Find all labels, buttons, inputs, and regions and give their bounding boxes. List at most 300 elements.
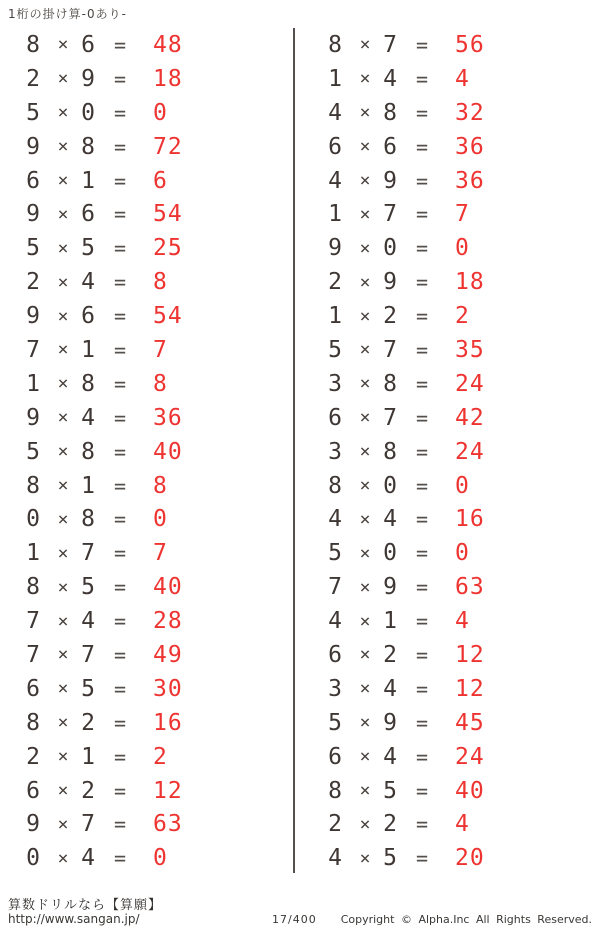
multiply-sign: ×: [57, 170, 69, 191]
multiply-sign: ×: [57, 610, 69, 632]
answer-value: 54: [153, 201, 183, 228]
answer-value: 8: [153, 472, 168, 499]
answer-value: 0: [153, 845, 168, 872]
equals-sign: =: [113, 541, 127, 566]
operand-a: 5: [26, 99, 40, 126]
operand-a: 2: [328, 269, 342, 296]
multiply-sign: ×: [359, 339, 371, 361]
operand-b: 7: [383, 336, 397, 363]
answer-value: 32: [455, 99, 485, 126]
operand-b: 0: [81, 99, 95, 126]
equals-sign: =: [113, 32, 127, 57]
answer-value: 40: [455, 777, 485, 804]
operand-b: 6: [81, 201, 95, 228]
problem-row: [318, 672, 600, 706]
equals-sign: =: [415, 473, 429, 498]
operand-b: 4: [81, 269, 95, 296]
multiply-sign: ×: [57, 237, 69, 259]
problem-row: [318, 807, 600, 841]
answer-value: 7: [153, 336, 168, 363]
equals-sign: =: [415, 236, 429, 261]
problem-row: [318, 435, 600, 469]
multiply-sign: ×: [57, 68, 69, 90]
equals-sign: =: [415, 575, 429, 600]
problem-row: [16, 469, 293, 503]
answer-value: 28: [153, 608, 183, 635]
answer-value: 2: [153, 743, 168, 770]
answer-value: 7: [153, 540, 168, 567]
multiply-sign: ×: [359, 170, 371, 191]
equals-sign: =: [415, 846, 429, 871]
answer-value: 45: [455, 709, 485, 736]
equals-sign: =: [415, 507, 429, 532]
multiply-sign: ×: [359, 34, 371, 56]
operand-a: 6: [328, 133, 342, 160]
problem-row: [318, 28, 600, 62]
operand-a: 2: [328, 811, 342, 838]
answer-value: 56: [455, 31, 485, 58]
operand-a: 1: [328, 201, 342, 228]
equals-sign: =: [415, 439, 429, 464]
problem-row: [16, 570, 293, 604]
problem-row: [318, 706, 600, 740]
answer-value: 36: [455, 167, 485, 194]
operand-b: 9: [383, 167, 397, 194]
answer-value: 0: [455, 472, 470, 499]
multiply-sign: ×: [359, 136, 371, 158]
equals-sign: =: [113, 642, 127, 667]
multiply-sign: ×: [57, 508, 69, 530]
multiply-sign: ×: [359, 373, 371, 395]
answer-value: 12: [455, 641, 485, 668]
problem-row: [318, 265, 600, 299]
answer-value: 18: [153, 65, 183, 92]
equals-sign: =: [113, 473, 127, 498]
operand-a: 9: [26, 201, 40, 228]
problem-row: [318, 96, 600, 130]
equals-sign: =: [415, 676, 429, 701]
problem-row: [318, 604, 600, 638]
multiply-sign: ×: [57, 203, 69, 225]
operand-a: 5: [26, 235, 40, 262]
operand-b: 2: [383, 811, 397, 838]
answer-value: 0: [153, 99, 168, 126]
operand-a: 9: [328, 235, 342, 262]
multiply-sign: ×: [57, 847, 69, 869]
multiply-sign: ×: [57, 644, 69, 666]
operand-b: 2: [81, 709, 95, 736]
equals-sign: =: [415, 710, 429, 735]
operand-b: 1: [81, 167, 95, 194]
problem-row: [318, 231, 600, 265]
equals-sign: =: [415, 66, 429, 91]
answer-value: 35: [455, 336, 485, 363]
equals-sign: =: [415, 304, 429, 329]
multiply-sign: ×: [359, 780, 371, 802]
operand-b: 5: [81, 235, 95, 262]
operand-b: 1: [81, 472, 95, 499]
problem-row: [16, 62, 293, 96]
multiply-sign: ×: [57, 102, 69, 124]
equals-sign: =: [415, 168, 429, 193]
equals-sign: =: [113, 405, 127, 430]
equals-sign: =: [415, 270, 429, 295]
operand-b: 4: [383, 675, 397, 702]
operand-a: 5: [328, 709, 342, 736]
operand-a: 2: [26, 743, 40, 770]
answer-value: 24: [455, 743, 485, 770]
multiply-sign: ×: [57, 407, 69, 429]
multiply-sign: ×: [359, 644, 371, 666]
equals-sign: =: [415, 202, 429, 227]
operand-a: 8: [26, 709, 40, 736]
answer-value: 4: [455, 65, 470, 92]
operand-b: 8: [81, 438, 95, 465]
problem-row: [318, 333, 600, 367]
equals-sign: =: [113, 100, 127, 125]
operand-a: 5: [328, 540, 342, 567]
operand-b: 5: [383, 777, 397, 804]
operand-b: 6: [81, 303, 95, 330]
operand-b: 9: [383, 574, 397, 601]
problem-row: [16, 604, 293, 638]
equals-sign: =: [415, 134, 429, 159]
operand-b: 0: [383, 540, 397, 567]
operand-a: 6: [26, 167, 40, 194]
equals-sign: =: [415, 744, 429, 769]
operand-b: 4: [81, 608, 95, 635]
operand-a: 3: [328, 370, 342, 397]
operand-a: 3: [328, 438, 342, 465]
operand-a: 5: [26, 438, 40, 465]
multiply-sign: ×: [57, 780, 69, 802]
problem-row: [16, 164, 293, 198]
footer-page-number: 17/400: [272, 913, 317, 926]
equals-sign: =: [113, 168, 127, 193]
operand-a: 1: [26, 370, 40, 397]
operand-b: 8: [81, 506, 95, 533]
equals-sign: =: [415, 609, 429, 634]
operand-b: 8: [81, 133, 95, 160]
problem-row: [16, 299, 293, 333]
answer-value: 54: [153, 303, 183, 330]
problem-row: [318, 401, 600, 435]
operand-a: 8: [328, 472, 342, 499]
answer-value: 24: [455, 438, 485, 465]
answer-value: 36: [455, 133, 485, 160]
operand-b: 1: [81, 336, 95, 363]
operand-a: 8: [328, 31, 342, 58]
equals-sign: =: [113, 304, 127, 329]
operand-a: 4: [328, 506, 342, 533]
operand-b: 4: [81, 845, 95, 872]
operand-a: 6: [328, 743, 342, 770]
multiply-sign: ×: [57, 813, 69, 835]
multiply-sign: ×: [57, 712, 69, 734]
operand-a: 9: [26, 303, 40, 330]
answer-value: 6: [153, 167, 168, 194]
answer-value: 30: [153, 675, 183, 702]
problem-row: [16, 638, 293, 672]
operand-a: 3: [328, 675, 342, 702]
answer-value: 49: [153, 641, 183, 668]
operand-b: 6: [81, 31, 95, 58]
answer-value: 25: [153, 235, 183, 262]
problem-row: [318, 164, 600, 198]
operand-b: 9: [81, 65, 95, 92]
answer-value: 63: [455, 574, 485, 601]
operand-b: 0: [383, 472, 397, 499]
answer-value: 0: [153, 506, 168, 533]
answer-value: 18: [455, 269, 485, 296]
problem-row: [16, 672, 293, 706]
equals-sign: =: [113, 337, 127, 362]
operand-b: 2: [383, 641, 397, 668]
problems-area: [0, 28, 600, 876]
answer-value: 0: [455, 235, 470, 262]
operand-b: 8: [81, 370, 95, 397]
footer-site-url: http://www.sangan.jp/: [8, 912, 140, 926]
operand-a: 7: [26, 641, 40, 668]
multiply-sign: ×: [57, 542, 69, 564]
answer-value: 42: [455, 404, 485, 431]
operand-a: 7: [26, 608, 40, 635]
multiply-sign: ×: [359, 847, 371, 869]
multiply-sign: ×: [359, 237, 371, 259]
operand-a: 0: [26, 506, 40, 533]
operand-b: 4: [383, 65, 397, 92]
equals-sign: =: [113, 507, 127, 532]
multiply-sign: ×: [57, 34, 69, 56]
equals-sign: =: [113, 134, 127, 159]
multiply-sign: ×: [359, 407, 371, 429]
answer-value: 12: [153, 777, 183, 804]
equals-sign: =: [415, 541, 429, 566]
operand-b: 4: [383, 506, 397, 533]
equals-sign: =: [415, 812, 429, 837]
answer-value: 48: [153, 31, 183, 58]
operand-a: 7: [26, 336, 40, 363]
operand-a: 9: [26, 811, 40, 838]
problem-row: [16, 502, 293, 536]
problem-row: [16, 401, 293, 435]
problem-row: [318, 197, 600, 231]
multiply-sign: ×: [57, 746, 69, 768]
equals-sign: =: [113, 236, 127, 261]
operand-b: 5: [81, 675, 95, 702]
equals-sign: =: [415, 337, 429, 362]
answer-value: 8: [153, 370, 168, 397]
equals-sign: =: [113, 609, 127, 634]
multiply-sign: ×: [359, 712, 371, 734]
footer-copyright: Copyright © Alpha.Inc All Rights Reserved.: [340, 913, 592, 926]
operand-a: 5: [328, 336, 342, 363]
problem-row: [318, 62, 600, 96]
answer-value: 16: [455, 506, 485, 533]
problem-row: [16, 231, 293, 265]
problem-row: [318, 367, 600, 401]
problem-row: [318, 469, 600, 503]
equals-sign: =: [113, 710, 127, 735]
problem-row: [16, 197, 293, 231]
operand-b: 2: [383, 303, 397, 330]
multiply-sign: ×: [57, 373, 69, 395]
equals-sign: =: [113, 202, 127, 227]
multiply-sign: ×: [359, 746, 371, 768]
multiply-sign: ×: [359, 203, 371, 225]
operand-a: 6: [328, 404, 342, 431]
operand-a: 4: [328, 845, 342, 872]
problem-row: [318, 536, 600, 570]
operand-a: 0: [26, 845, 40, 872]
multiply-sign: ×: [359, 678, 371, 700]
footer: [0, 893, 600, 933]
operand-b: 9: [383, 269, 397, 296]
multiply-sign: ×: [359, 475, 371, 497]
equals-sign: =: [113, 575, 127, 600]
answer-value: 24: [455, 370, 485, 397]
operand-a: 6: [328, 641, 342, 668]
multiply-sign: ×: [57, 339, 69, 361]
answer-value: 72: [153, 133, 183, 160]
problem-row: [318, 299, 600, 333]
answer-value: 16: [153, 709, 183, 736]
equals-sign: =: [113, 270, 127, 295]
problem-row: [16, 774, 293, 808]
problem-row: [318, 570, 600, 604]
operand-b: 7: [81, 540, 95, 567]
problem-row: [16, 28, 293, 62]
problem-row: [16, 265, 293, 299]
problem-row: [16, 435, 293, 469]
equals-sign: =: [113, 744, 127, 769]
problem-row: [318, 130, 600, 164]
answer-value: 36: [153, 404, 183, 431]
operand-b: 2: [81, 777, 95, 804]
answer-value: 7: [455, 201, 470, 228]
multiply-sign: ×: [359, 68, 371, 90]
equals-sign: =: [415, 371, 429, 396]
multiply-sign: ×: [359, 271, 371, 293]
operand-a: 4: [328, 608, 342, 635]
multiply-sign: ×: [359, 813, 371, 835]
multiply-sign: ×: [57, 475, 69, 497]
operand-a: 2: [26, 269, 40, 296]
problem-row: [16, 841, 293, 875]
operand-b: 7: [81, 811, 95, 838]
page-title: 1桁の掛け算-0あり-: [8, 7, 127, 21]
problem-row: [318, 638, 600, 672]
operand-a: 9: [26, 404, 40, 431]
answer-value: 0: [455, 540, 470, 567]
operand-b: 7: [383, 404, 397, 431]
footer-site-name: 算数ドリルなら【算願】: [8, 898, 163, 913]
problems-column-right: [295, 28, 600, 876]
problem-row: [318, 502, 600, 536]
problem-row: [16, 333, 293, 367]
operand-b: 4: [383, 743, 397, 770]
problem-row: [16, 536, 293, 570]
multiply-sign: ×: [57, 305, 69, 327]
problem-row: [318, 774, 600, 808]
multiply-sign: ×: [359, 102, 371, 124]
operand-b: 8: [383, 99, 397, 126]
answer-value: 8: [153, 269, 168, 296]
problem-row: [16, 706, 293, 740]
equals-sign: =: [415, 100, 429, 125]
multiply-sign: ×: [57, 136, 69, 158]
operand-a: 8: [26, 472, 40, 499]
operand-b: 0: [383, 235, 397, 262]
operand-a: 8: [26, 31, 40, 58]
multiply-sign: ×: [359, 542, 371, 564]
answer-value: 20: [455, 845, 485, 872]
operand-b: 9: [383, 709, 397, 736]
problem-row: [16, 96, 293, 130]
operand-a: 4: [328, 99, 342, 126]
operand-b: 6: [383, 133, 397, 160]
problem-row: [318, 740, 600, 774]
operand-a: 6: [26, 777, 40, 804]
problem-row: [16, 130, 293, 164]
multiply-sign: ×: [359, 508, 371, 530]
operand-a: 8: [328, 777, 342, 804]
answer-value: 4: [455, 811, 470, 838]
equals-sign: =: [113, 371, 127, 396]
operand-a: 1: [328, 303, 342, 330]
equals-sign: =: [113, 778, 127, 803]
multiply-sign: ×: [359, 441, 371, 463]
operand-a: 2: [26, 65, 40, 92]
operand-b: 4: [81, 404, 95, 431]
answer-value: 12: [455, 675, 485, 702]
answer-value: 2: [455, 303, 470, 330]
answer-value: 40: [153, 574, 183, 601]
equals-sign: =: [113, 439, 127, 464]
equals-sign: =: [415, 405, 429, 430]
operand-a: 1: [328, 65, 342, 92]
equals-sign: =: [113, 846, 127, 871]
operand-b: 8: [383, 438, 397, 465]
multiply-sign: ×: [57, 441, 69, 463]
operand-b: 5: [383, 845, 397, 872]
operand-b: 5: [81, 574, 95, 601]
answer-value: 63: [153, 811, 183, 838]
equals-sign: =: [113, 812, 127, 837]
equals-sign: =: [415, 642, 429, 667]
operand-b: 7: [383, 201, 397, 228]
operand-b: 8: [383, 370, 397, 397]
answer-value: 40: [153, 438, 183, 465]
equals-sign: =: [415, 32, 429, 57]
problems-column-left: [0, 28, 293, 876]
operand-a: 1: [26, 540, 40, 567]
operand-a: 9: [26, 133, 40, 160]
answer-value: 4: [455, 608, 470, 635]
operand-b: 7: [383, 31, 397, 58]
problem-row: [16, 740, 293, 774]
problem-row: [16, 367, 293, 401]
equals-sign: =: [113, 66, 127, 91]
operand-b: 1: [383, 608, 397, 635]
operand-b: 1: [81, 743, 95, 770]
multiply-sign: ×: [359, 305, 371, 327]
operand-a: 6: [26, 675, 40, 702]
multiply-sign: ×: [57, 576, 69, 598]
equals-sign: =: [113, 676, 127, 701]
problem-row: [318, 841, 600, 875]
operand-b: 7: [81, 641, 95, 668]
